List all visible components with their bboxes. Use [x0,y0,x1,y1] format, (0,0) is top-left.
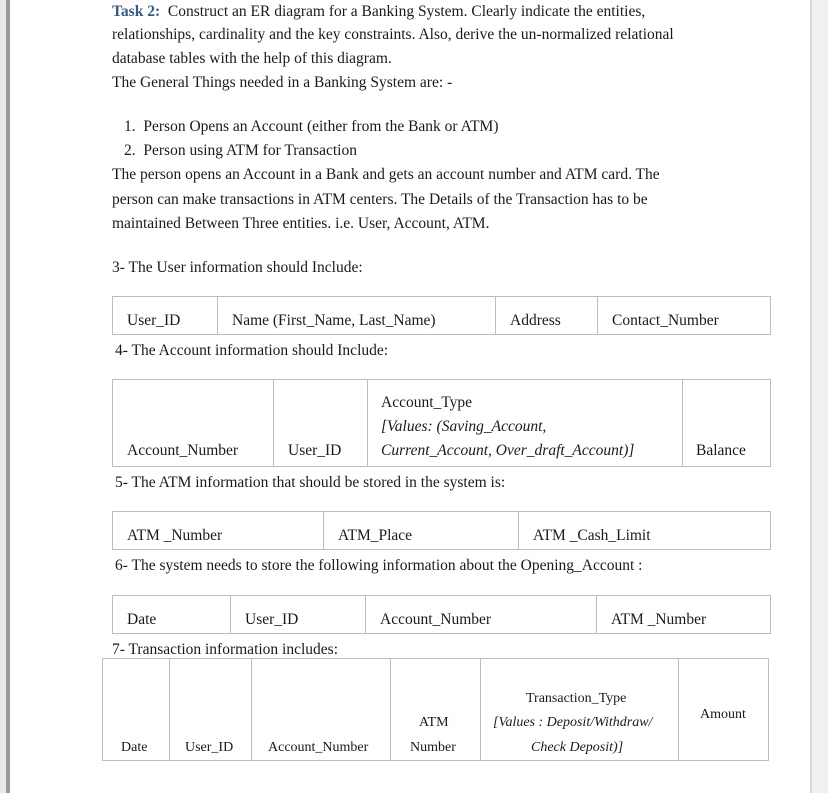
para-line-3: maintained Between Three entities. i.e. User, Account, ATM. [112,215,490,232]
atm-table [112,511,771,550]
para-line-2: person can make transactions in ATM centers. The Details of the Transaction has to be [112,191,648,208]
table-cell: Account_Number [366,596,597,633]
para-line-1: The person opens an Account in a Bank and gets an account number and ATM card. The [112,166,660,183]
task-line-1 [112,0,645,24]
transaction-table [102,658,769,761]
table-cell: Balance [696,442,746,459]
task-line-2: relationships, cardinality and the key constraints. Also, derive the un-normalized relational [112,26,674,43]
left-margin-bar [0,0,10,793]
task-line-3: database tables with the help of this diagram. [112,50,392,67]
table-cell: Transaction_Type [Values : Deposit/Withdraw/ Check Deposit)] [481,659,679,760]
table-cell: Account_Type [Values: (Saving_Account, Current_Account, Over_draft_Account)] [368,380,683,466]
table-cell: User_ID [113,297,218,334]
document-page [10,0,810,793]
table-cell: ATM _Number [113,512,324,549]
section-4-heading: 4- The Account information should Include: [115,342,389,359]
table-cell: ATM _Number [611,611,707,628]
table-cell: ATM Number [391,659,481,760]
table-cell: User_ID [231,596,366,633]
table-cell: Account_Number [113,380,274,466]
table-cell: ATM_Place [324,512,519,549]
table-cell: Date [113,596,231,633]
list-item: 1. Person Opens an Account (either from the Bank or ATM) [124,118,499,135]
table-cell: Account_Number [252,659,391,760]
account-table [112,379,771,467]
opening-account-table [112,595,771,634]
table-cell: ATM _Cash_Limit [533,527,651,544]
table-cell: User_ID [170,659,252,760]
section-7-heading: 7- Transaction information includes: [112,641,339,658]
task-text-1: Construct an ER diagram for a Banking System. Clearly indicate the entities, [167,3,646,20]
table-cell: Address [496,297,598,334]
table-cell: User_ID [274,380,368,466]
section-5-heading: 5- The ATM information that should be stored in the system is: [115,474,506,491]
task-line-4: The General Things needed in a Banking System are: - [112,74,453,91]
section-6-heading: 6- The system needs to store the following information about the Opening_Account : [115,557,643,574]
table-cell: Contact_Number [612,312,719,329]
task-label: Task 2: [112,3,161,20]
right-margin-bar [810,0,828,793]
user-table [112,296,771,335]
list-item: 2. Person using ATM for Transaction [124,142,357,159]
table-cell: Date [103,659,170,760]
section-3-heading: 3- The User information should Include: [112,259,363,276]
table-cell: Name (First_Name, Last_Name) [218,297,496,334]
table-cell: Amount [700,707,746,722]
